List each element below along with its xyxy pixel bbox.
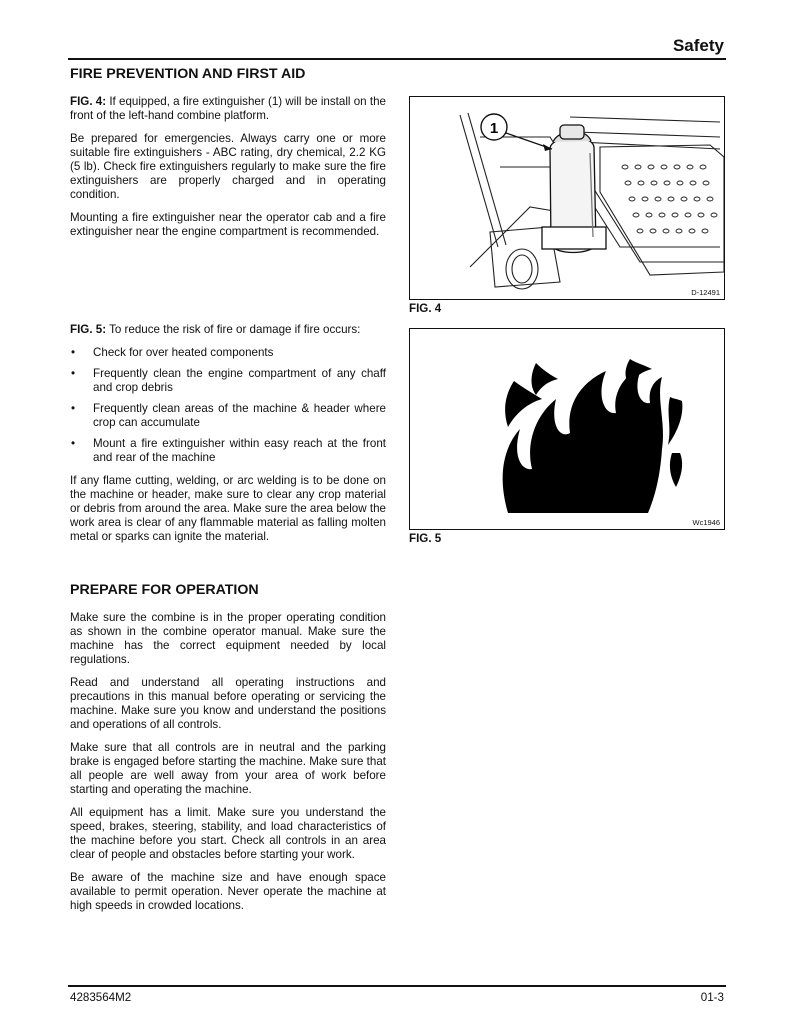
callout-number: 1: [489, 120, 499, 137]
list-item: • Frequently clean areas of the machine & header where crop can accumulate: [70, 402, 386, 430]
document-number: 4283564M2: [70, 991, 132, 1004]
fig4-image-code: D-12491: [691, 288, 720, 297]
fig4-illustration-frame: [409, 96, 725, 300]
prepare-paragraph: Make sure that all controls are in neutral and the parking brake is engaged before starting the machine. Make sure that all people are well away from your area of work before starting and operating the machine.: [70, 741, 386, 796]
fig5-reference: FIG. 5:: [70, 323, 107, 336]
list-item: • Mount a fire extinguisher within easy reach at the front and rear of the machine: [70, 437, 386, 465]
welding-paragraph: If any flame cutting, welding, or arc welding is to be done on the machine or header, make sure to clear any crop material or debris from around the area. Make sure the area below the work area is clear of any flammable material as falling molten metal or sparks can ignite the material.: [70, 474, 386, 543]
fig5-paragraph: [70, 323, 386, 337]
prepare-operation-heading: PREPARE FOR OPERATION: [70, 582, 259, 598]
list-item: • Frequently clean the engine compartment of any chaff and crop debris: [70, 367, 386, 395]
page-header-title: Safety: [672, 36, 724, 55]
prepare-paragraph: Read and understand all operating instructions and precautions in this manual before operating or servicing the machine. Make sure you know and understand the positions and operations of all controls.: [70, 676, 386, 731]
fire-risk-block: [70, 323, 386, 553]
fig4-text: If equipped, a fire extinguisher (1) will be install on the front of the left-hand combine platform.: [70, 95, 386, 122]
mounting-paragraph: Mounting a fire extinguisher near the operator cab and a fire extinguisher near the engine compartment is recommended.: [70, 211, 386, 238]
page-number: 01-3: [700, 991, 724, 1004]
prepare-paragraph: Be aware of the machine size and have enough space available to permit operation. Never operate the machine at high speeds in crowded locations.: [70, 871, 386, 912]
fire-intro-block: [70, 95, 386, 248]
fire-prevention-heading: FIRE PREVENTION AND FIRST AID: [70, 66, 306, 82]
emergency-paragraph: Be prepared for emergencies. Always carry one or more suitable fire extinguishers - ABC rating, dry chemical, 2.2 KG (5 lb). Check fire extinguishers regularly to make sure the fire extinguishers are properly charged and in operating condition.: [70, 132, 386, 201]
fig4-reference: FIG. 4:: [70, 95, 107, 108]
footer-divider: [68, 985, 726, 987]
prepare-operation-block: [70, 611, 386, 922]
fig5-caption: FIG. 5: [409, 532, 442, 545]
prepare-paragraph: All equipment has a limit. Make sure you understand the speed, brakes, steering, stability, and load characteristics of the machine before you start. Check all controls in an area clear of people and obstacles before starting your work.: [70, 806, 386, 861]
fire-risk-list: [70, 346, 386, 465]
fig4-caption: FIG. 4: [409, 302, 442, 315]
list-item: • Check for over heated components: [70, 346, 386, 360]
prepare-paragraph: Make sure the combine is in the proper operating condition as shown in the combine operator manual. Make sure the machine has the correct equipment needed by local regulations.: [70, 611, 386, 666]
fig5-illustration-frame: [409, 328, 725, 530]
header-divider: [68, 58, 726, 60]
fig4-paragraph: [70, 95, 386, 123]
flame-icon: [410, 329, 724, 529]
fig5-image-code: Wc1946: [692, 518, 720, 527]
fire-extinguisher-illustration: [410, 97, 724, 299]
fig5-text: To reduce the risk of fire or damage if fire occurs:: [106, 323, 361, 336]
